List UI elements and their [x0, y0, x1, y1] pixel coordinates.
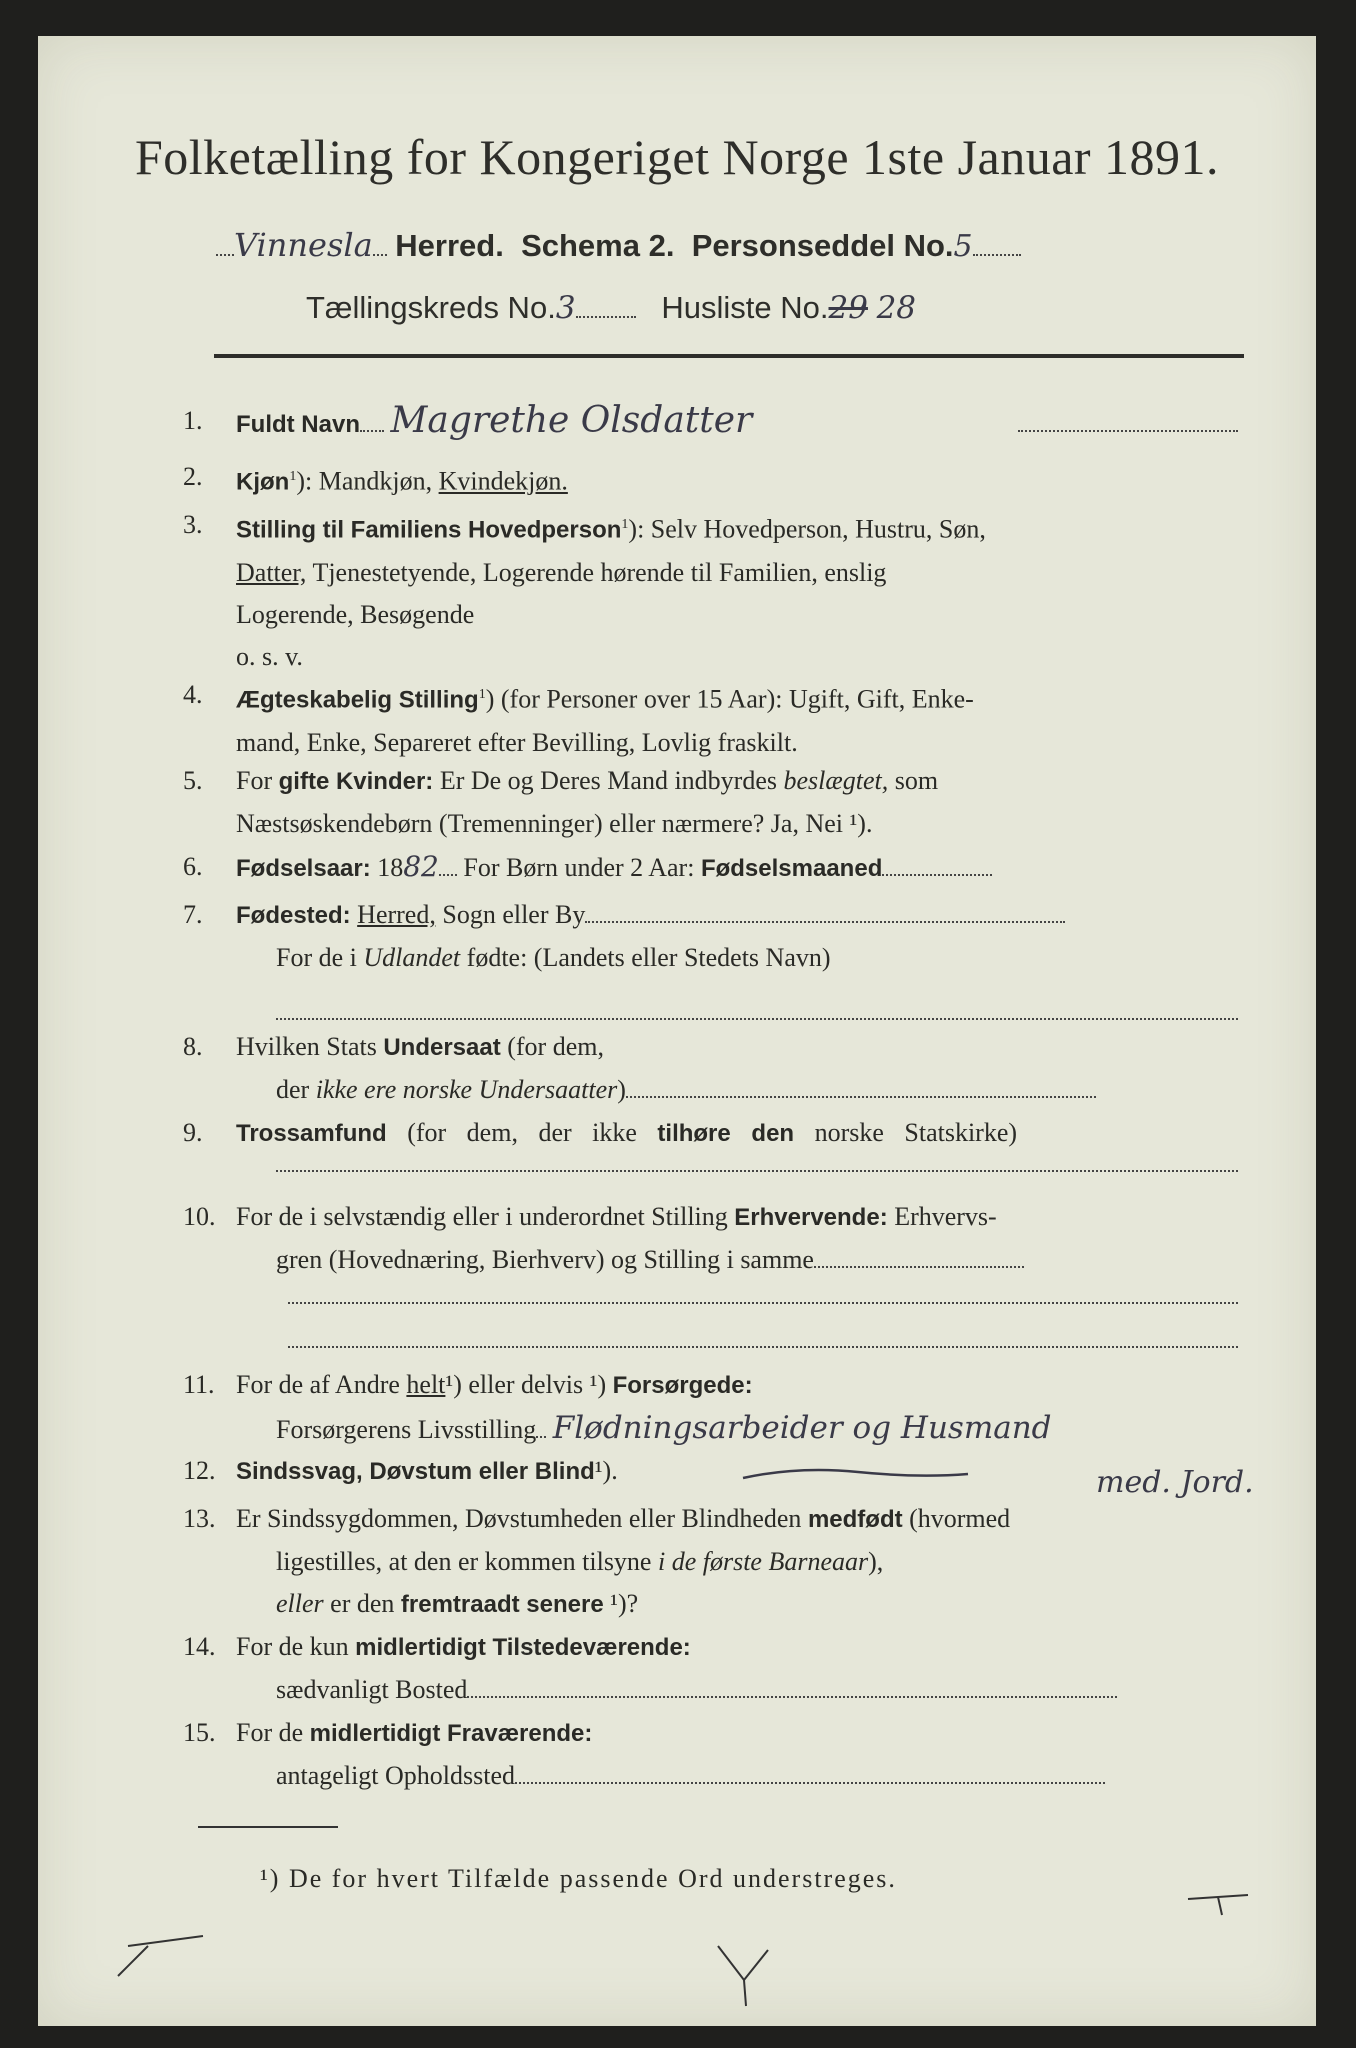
q5-text-a: Er De og Deres Mand indbyrdes — [433, 766, 784, 795]
q8-text-b: der — [276, 1075, 316, 1104]
footnote-ref: 1 — [289, 469, 297, 484]
item-number: 11. — [183, 1370, 215, 1399]
footnote-divider — [198, 1826, 338, 1828]
item-15-text — [236, 1712, 1246, 1797]
q9-text-a: (for dem, der ikke — [386, 1118, 658, 1147]
herred-label: Herred. — [395, 228, 504, 263]
item-8-text — [236, 1026, 1246, 1111]
q14-text-a: For de kun — [236, 1632, 356, 1661]
herred-line — [216, 226, 1021, 264]
item-3-text: Stilling til Familiens Hovedperson$^1$): Selv Hovedperson, Hustru, Søn, Datter, Tjenestetyende, Logerende hørende til Familien, enslig Logerende, Besøgende o. s. v. — [236, 514, 986, 671]
corner-mark-right — [1178, 1881, 1268, 1921]
q13-text-b: (hvormed — [902, 1504, 1011, 1533]
q15-text-b: antageligt Opholdssted — [276, 1761, 516, 1790]
later-onset-label: fremtraadt senere — [400, 1591, 604, 1618]
family-position-options-2: Tjenestetyende, Logerende hørende til Familien, enslig — [306, 557, 887, 587]
husliste-value-corrected: 28 — [876, 290, 917, 326]
q5-pre: For — [236, 766, 279, 795]
q11-helt-selected: helt — [406, 1370, 446, 1399]
schema-label: Schema 2. — [521, 228, 675, 263]
family-position-label: Stilling til Familiens Hovedperson — [236, 516, 622, 544]
birth-year-label: Fødselsaar: — [236, 855, 371, 882]
q5-beslaegtet: beslægtet, — [783, 766, 889, 795]
item-number: 14. — [183, 1632, 216, 1661]
item-2-text — [236, 456, 1206, 504]
q15-text-a: For de — [236, 1718, 310, 1747]
q7-text-c: fødte: (Landets eller Stedets Navn) — [460, 943, 831, 972]
q13-eller: eller — [276, 1589, 324, 1618]
congenital-label: medfødt — [807, 1506, 903, 1533]
q11-text-b: ¹) eller delvis ¹) — [445, 1370, 613, 1399]
item-number: 6. — [183, 852, 203, 881]
corner-mark-left — [108, 1916, 228, 1996]
citizenship-label: Undersaat — [383, 1034, 501, 1061]
temp-absent-label: midlertidigt Fraværende: — [309, 1720, 593, 1747]
item-number: 5. — [183, 766, 203, 795]
q14-text-b: sædvanligt Bosted — [276, 1675, 468, 1704]
q5-text-c: Næstsøskendebørn (Tremenninger) eller nærmere? Ja, Nei ¹). — [236, 809, 873, 838]
q7-text-b: For de i — [276, 943, 364, 972]
q10-text-b: Erhvervs- — [887, 1202, 997, 1231]
q8-ikke: ikke ere norske Undersaatter — [315, 1075, 618, 1104]
item-5-text — [236, 760, 1246, 845]
q13-text-d: ), — [868, 1547, 884, 1576]
item-number: 15. — [183, 1718, 216, 1747]
marital-status-label: Ægteskabelig Stilling — [236, 686, 479, 714]
birth-year-value: 82 — [403, 850, 439, 883]
family-position-selected-datter: Datter, — [236, 557, 307, 587]
temp-present-label: midlertidigt Tilstedeværende: — [355, 1634, 691, 1661]
form-title: Folketælling for Kongeriget Norge 1ste Januar 1891. — [134, 129, 1220, 185]
disability-label: Sindssvag, Døvstum eller Blind — [236, 1458, 595, 1485]
q13-first-childhood: i de første Barneaar — [657, 1547, 869, 1576]
marital-options-2: mand, Enke, Separeret efter Bevilling, Lovlig fraskilt. — [236, 727, 798, 757]
q9-tilhore-den: tilhøre den — [657, 1120, 795, 1147]
q11-text-c: Forsørgerens Livsstilling — [276, 1415, 537, 1444]
q13-text-a: Er Sindssygdommen, Døvstumheden eller Blindheden — [236, 1504, 808, 1533]
sex-options-text: ): Mandkjøn, — [296, 466, 439, 496]
item-number: 2. — [183, 462, 203, 491]
marital-options-1: ) (for Personer over 15 Aar): Ugift, Gift, Enke- — [485, 684, 974, 714]
item-11-text — [236, 1364, 1246, 1451]
q6-text-a: For Børn under 2 Aar: — [456, 853, 701, 882]
family-position-options-3: Logerende, Besøgende — [236, 599, 475, 629]
full-name-value: Magrethe Olsdatter — [390, 400, 753, 441]
item-14-text — [236, 1626, 1246, 1711]
item-6-text — [236, 846, 1206, 890]
supported-label: Forsørgede: — [612, 1372, 753, 1399]
birthplace-selected-herred: Herred, — [357, 900, 436, 929]
item-number: 8. — [183, 1032, 203, 1061]
item-number: 13. — [183, 1504, 216, 1533]
personseddel-value: 5 — [953, 229, 973, 264]
q7-text-a: Sogn eller By — [435, 900, 586, 929]
item-number: 7. — [183, 900, 203, 929]
husliste-label: Husliste No. — [661, 290, 829, 325]
taellingskreds-value: 3 — [555, 290, 576, 326]
sex-selected-female: Kvindekjøn. — [438, 466, 568, 496]
taellingskreds-label: Tællingskreds No. — [306, 290, 556, 325]
header-divider — [214, 354, 1244, 358]
religion-label: Trossamfund — [236, 1120, 387, 1147]
item-1-text — [236, 400, 1206, 446]
q5-text-b: som — [888, 766, 939, 795]
item-number: 12. — [183, 1456, 216, 1485]
item-12-text — [236, 1450, 1206, 1493]
q10-text-a: For de i selvstændig eller i underordnet Stilling — [236, 1202, 735, 1231]
q8-text-a: (for dem, — [500, 1032, 604, 1061]
center-mark — [708, 1936, 788, 2016]
census-form-sheet — [38, 36, 1316, 2026]
q13-text-e: er den — [323, 1589, 401, 1618]
q9-text-b: norske Statskirke) — [794, 1118, 1018, 1147]
q12-text-a: ¹). — [594, 1456, 618, 1485]
provider-occupation-value: Flødningsarbeider og Husmand — [552, 1410, 1052, 1446]
birth-month-label: Fødselsmaaned — [700, 855, 883, 882]
family-position-options-4: o. s. v. — [236, 641, 303, 671]
q13-text-f: ¹)? — [603, 1589, 639, 1618]
item-number: 4. — [183, 680, 203, 709]
q10-text-c: gren (Hovednæring, Bierhverv) og Stilling i samme — [276, 1245, 814, 1274]
footnote: ¹) De for hvert Tilfælde passende Ord understreges. — [260, 1864, 897, 1893]
q8-text-c: ) — [617, 1075, 626, 1104]
item-number: 3. — [183, 510, 203, 539]
birthplace-label: Fødested: — [236, 902, 351, 929]
item-9-text — [236, 1112, 1246, 1155]
q13-text-c: ligestilles, at den er kommen tilsyne — [276, 1547, 658, 1576]
personseddel-label: Personseddel No. — [691, 228, 954, 263]
q7-udlandet: Udlandet — [363, 943, 461, 972]
item-number: 1. — [183, 406, 203, 435]
q11-text-a: For de af Andre — [236, 1370, 407, 1399]
provider-occupation-value-cont: med. Jord. — [1096, 1465, 1254, 1500]
dash-mark — [738, 1460, 978, 1490]
herred-value: Vinnesla — [234, 226, 373, 264]
husliste-value: 29 — [828, 290, 868, 326]
family-position-options-1: ): Selv Hovedperson, Hustru, Søn, — [628, 514, 986, 544]
q8-pre: Hvilken Stats — [236, 1032, 384, 1061]
item-10-text — [236, 1196, 1246, 1281]
item-7-text — [236, 894, 1246, 979]
sex-label: Kjøn — [236, 468, 290, 496]
full-name-label: Fuldt Navn — [236, 411, 360, 438]
item-number: 10. — [183, 1202, 216, 1231]
married-women-label: gifte Kvinder: — [278, 768, 434, 795]
item-number: 9. — [183, 1118, 203, 1147]
occupation-label: Erhvervende: — [734, 1204, 888, 1231]
birth-year-prefix: 18 — [370, 853, 404, 882]
item-4-text: Ægteskabelig Stilling$^1$) (for Personer over 15 Aar): Ugift, Gift, Enke- mand, Enke, Separeret efter Bevilling, Lovlig fraskilt. — [236, 684, 974, 757]
taellingskreds-line — [306, 290, 916, 326]
item-13-text — [236, 1498, 1246, 1626]
